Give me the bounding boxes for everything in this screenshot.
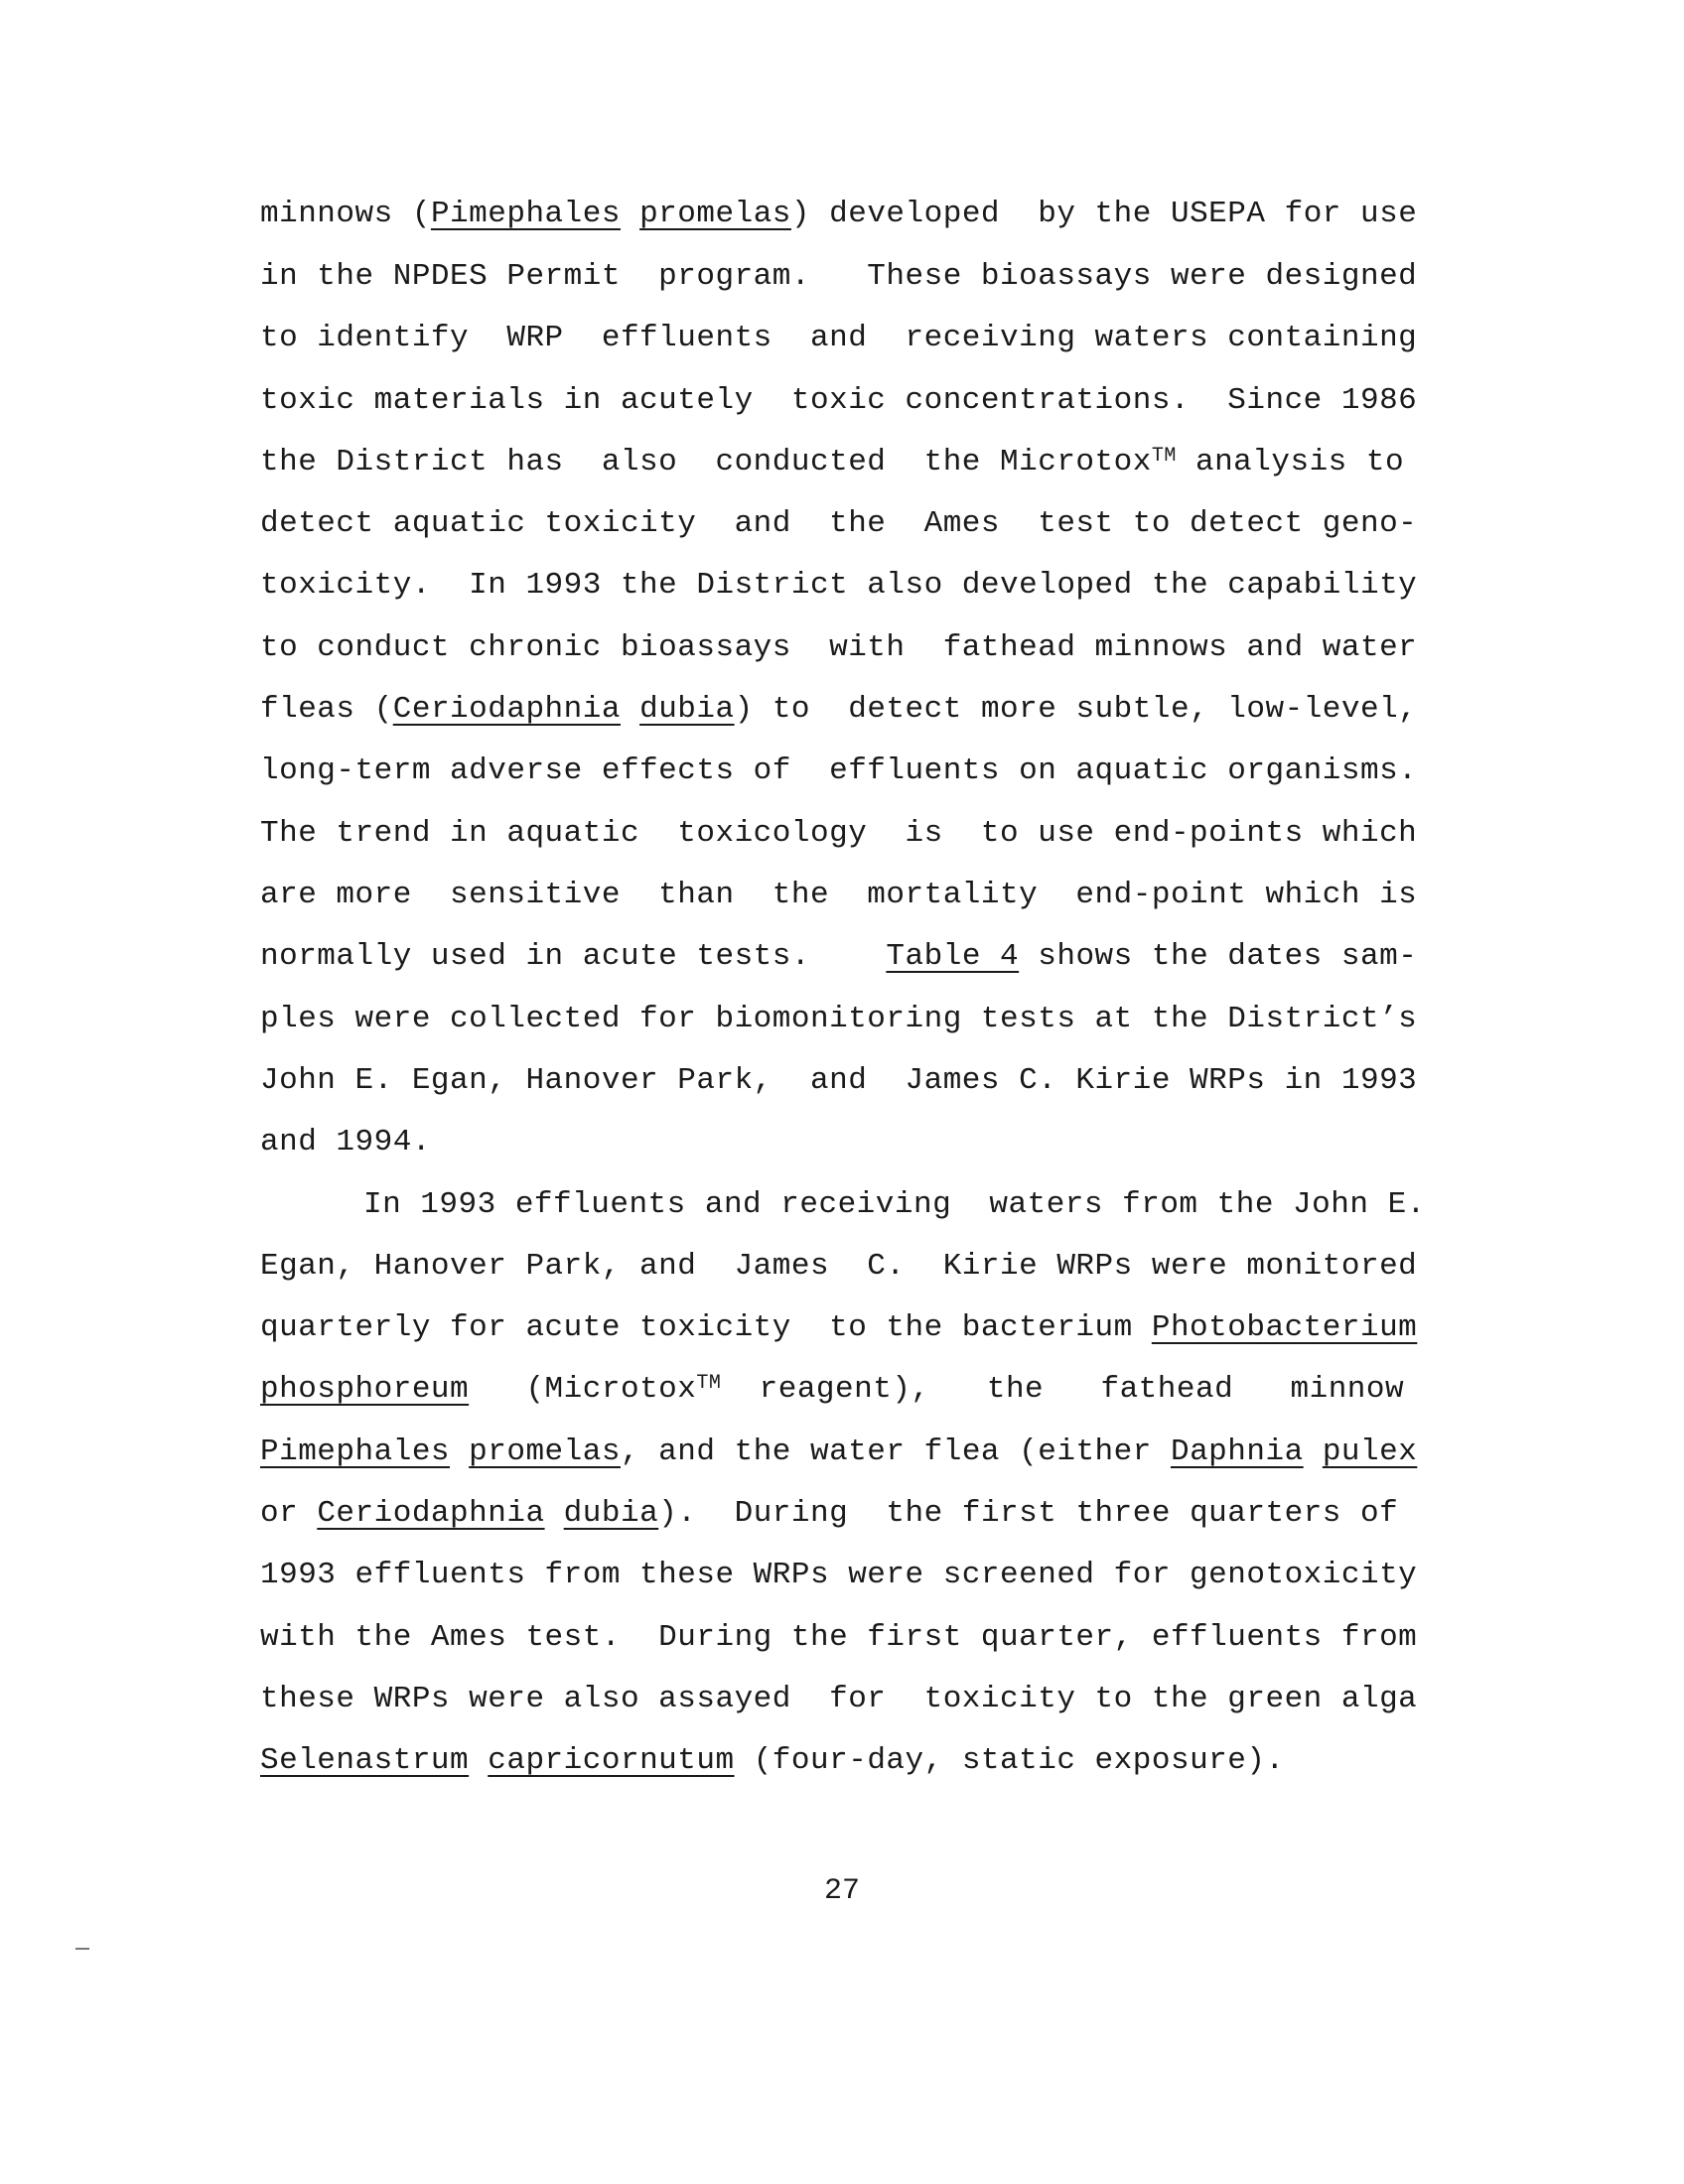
species-name: promelas: [469, 1434, 621, 1469]
text-span: minnows (: [260, 197, 431, 231]
species-name: dubia: [639, 692, 735, 727]
text-line: toxicity. In 1993 the District also developed the capability: [260, 568, 1418, 603]
species-name: Ceriodaphnia: [317, 1496, 545, 1531]
text-line: detect aquatic toxicity and the Ames test to detect geno-: [260, 506, 1418, 541]
text-span: normally used in acute tests.: [260, 939, 887, 974]
text-span: ) to detect more subtle, low-level,: [734, 692, 1418, 727]
text-span: [621, 197, 639, 231]
text-span: [469, 1743, 488, 1778]
species-name: Photobacterium: [1151, 1310, 1418, 1345]
text-line: are more sensitive than the mortality end-point which is: [260, 878, 1418, 912]
text-span: shows the dates sam-: [1019, 939, 1418, 974]
text-line: In 1993 effluents and receiving waters from the John E.: [363, 1187, 1426, 1222]
text-span: ) developed by the USEPA for use: [790, 197, 1418, 231]
species-name: Pimephales: [260, 1434, 451, 1469]
text-line: [260, 937, 1452, 977]
text-line: John E. Egan, Hanover Park, and James C. Kirie WRPs in 1993: [260, 1063, 1418, 1098]
page-number: 27: [823, 1874, 860, 1908]
species-name: capricornutum: [488, 1743, 735, 1778]
text-span: the District has also conducted the Microtox: [260, 445, 1152, 479]
text-line: ples were collected for biomonitoring tests at the District’s: [260, 1002, 1418, 1036]
text-line: in the NPDES Permit program. These bioassays were designed: [260, 259, 1418, 294]
text-span: ). During the first three quarters of: [658, 1496, 1399, 1531]
text-span: reagent), the fathead minnow: [721, 1372, 1405, 1407]
text-line: to conduct chronic bioassays with fathead minnows and water: [260, 630, 1418, 665]
trademark-superscript: TM: [696, 1372, 722, 1395]
species-name: Daphnia: [1170, 1434, 1304, 1469]
table-reference: Table 4: [886, 939, 1020, 974]
text-line: [260, 1433, 1452, 1472]
text-line: [260, 1494, 1452, 1534]
text-span: (Microtox: [469, 1372, 697, 1407]
text-line: [260, 443, 1452, 482]
text-span: [545, 1496, 564, 1531]
text-line: Egan, Hanover Park, and James C. Kirie WRPs were monitored: [260, 1249, 1418, 1284]
text-line: [260, 195, 1452, 234]
text-line: [260, 1741, 1452, 1781]
species-name: phosphoreum: [260, 1372, 470, 1407]
text-span: (four-day, static exposure).: [734, 1743, 1285, 1778]
species-name: promelas: [639, 197, 791, 231]
species-name: Pimephales: [430, 197, 621, 231]
trademark-superscript: TM: [1151, 445, 1177, 468]
text-line: long-term adverse effects of effluents on aquatic organisms.: [260, 753, 1418, 788]
text-line: these WRPs were also assayed for toxicity to the green alga: [260, 1682, 1418, 1716]
species-name: Selenastrum: [260, 1743, 470, 1778]
text-line: toxic materials in acutely toxic concentrations. Since 1986: [260, 383, 1418, 418]
text-line: to identify WRP effluents and receiving waters containing: [260, 321, 1418, 355]
text-span: analysis to: [1176, 445, 1405, 479]
text-line: 1993 effluents from these WRPs were screened for genotoxicity: [260, 1558, 1418, 1592]
scan-artifact: [75, 1948, 89, 1950]
text-span: [450, 1434, 469, 1469]
text-span: quarterly for acute toxicity to the bacterium: [260, 1310, 1152, 1345]
text-span: [1304, 1434, 1323, 1469]
text-line: The trend in aquatic toxicology is to use end-points which: [260, 816, 1418, 851]
species-name: dubia: [563, 1496, 659, 1531]
text-line: [260, 1308, 1452, 1348]
text-line: [260, 690, 1452, 730]
text-span: fleas (: [260, 692, 393, 727]
text-line: [260, 1370, 1452, 1410]
text-span: , and the water flea (either: [620, 1434, 1171, 1469]
text-line: with the Ames test. During the first quarter, effluents from: [260, 1620, 1418, 1655]
species-name: pulex: [1322, 1434, 1418, 1469]
text-line: and 1994.: [260, 1125, 431, 1160]
text-span: or: [260, 1496, 318, 1531]
species-name: Ceriodaphnia: [392, 692, 621, 727]
text-span: [621, 692, 639, 727]
